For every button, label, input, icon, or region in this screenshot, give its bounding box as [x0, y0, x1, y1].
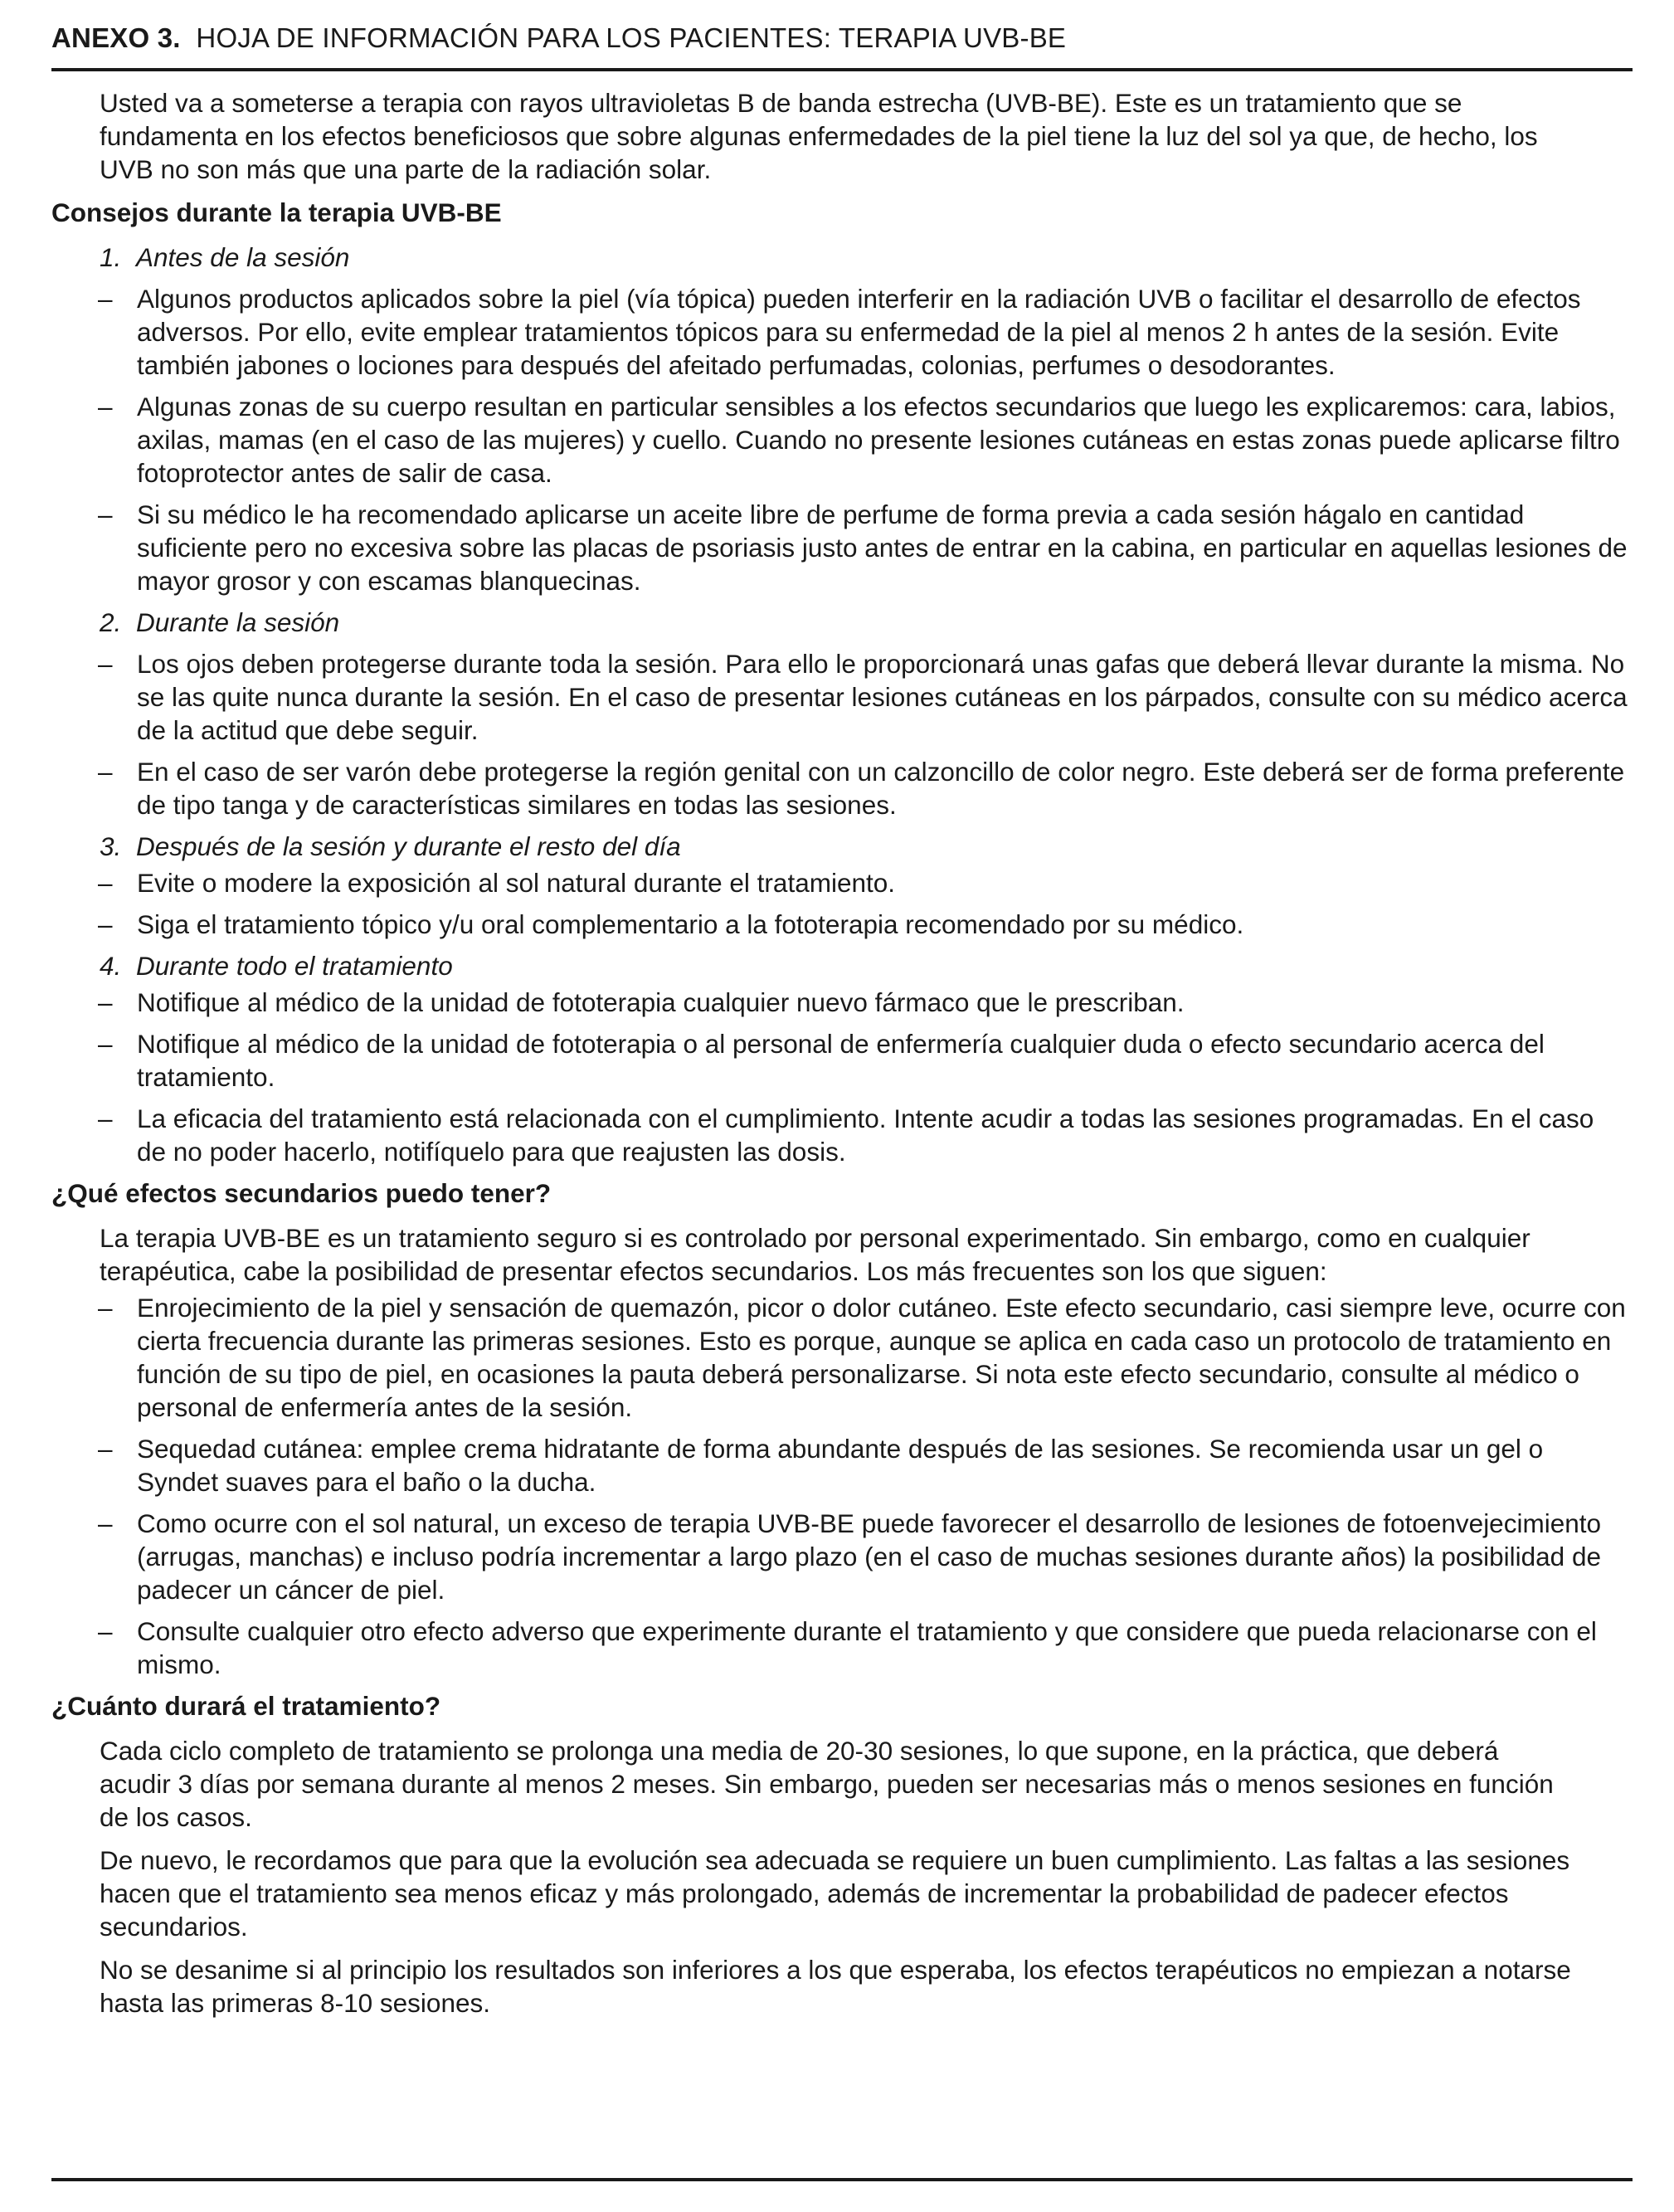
section-heading-efectos: ¿Qué efectos secundarios puedo tener? [51, 1178, 552, 1208]
list-despues [51, 866, 1633, 941]
subheading-antes: 1. Antes de la sesión [100, 242, 350, 272]
list-item: – La eficacia del tratamiento está relacionada con el cumplimiento. Intente acudir a todas las sesiones programadas. En el caso de no poder hacerlo, notifíquelo para que reajusten las dosis. [51, 1102, 1630, 1168]
section-heading-consejos: Consejos durante la terapia UVB-BE [51, 197, 502, 227]
list-item: – Notifique al médico de la unidad de fototerapia o al personal de enfermería cualquier duda o efecto secundario acerca del tratamiento. [51, 1027, 1630, 1094]
list-durante [51, 647, 1633, 821]
list-item: – Los ojos deben protegerse durante toda la sesión. Para ello le proporcionará unas gafas que deberá llevar durante la misma. No se las quite nunca durante la sesión. En el caso de presentar lesiones cutáneas en los párpados, consulte con su médico acerca de la actitud que debe seguir. [51, 647, 1630, 747]
list-efectos [51, 1291, 1633, 1681]
list-item: – Siga el tratamiento tópico y/u oral complementario a la fototerapia recomendado por su médico. [51, 908, 1630, 941]
list-item: – Si su médico le ha recomendado aplicarse un aceite libre de perfume de forma previa a cada sesión hágalo en cantidad suficiente pero no excesiva sobre las placas de psoriasis justo antes de entrar en la cabina, en particular en aquellas lesiones de mayor grosor y con escamas blanquecinas. [51, 498, 1630, 597]
section-heading-duracion: ¿Cuánto durará el tratamiento? [51, 1691, 441, 1721]
intro-paragraph: Usted va a someterse a terapia con rayos ultravioletas B de banda estrecha (UVB-BE). Este es un tratamiento que se fundamenta en los efectos beneficiosos que sobre algunas enfermedades de la piel tiene la luz del sol ya que, de hecho, los UVB no son más que una parte de la radiación solar. [100, 88, 1538, 184]
list-item: – Algunos productos aplicados sobre la piel (vía tópica) pueden interferir en la radiación UVB o facilitar el desarrollo de efectos adversos. Por ello, evite emplear tratamientos tópicos para su enfermedad de la piel al menos 2 h antes de la sesión. Evite también jabones o lociones para después del afeitado perfumadas, colonias, perfumes o desodorantes. [51, 282, 1630, 382]
list-item: – Enrojecimiento de la piel y sensación de quemazón, picor o dolor cutáneo. Este efecto secundario, casi siempre leve, ocurre con cierta frecuencia durante las primeras sesiones. Esto es porque, aunque se aplica en cada caso un protocolo de tratamiento en función de su tipo de piel, en ocasiones la pauta deberá personalizarse. Si nota este efecto secundario, consulte al médico o personal de enfermería antes de la sesión. [51, 1291, 1630, 1424]
list-item: – Como ocurre con el sol natural, un exceso de terapia UVB-BE puede favorecer el desarrollo de lesiones de fotoenvejecimiento (arrugas, manchas) e incluso podría incrementar a largo plazo (en el caso de muchas sesiones durante años) la posibilidad de padecer un cáncer de piel. [51, 1507, 1630, 1606]
list-item: – En el caso de ser varón debe protegerse la región genital con un calzoncillo de color negro. Este deberá ser de forma preferente de tipo tanga y de características similares en todas las sesiones. [51, 755, 1630, 821]
page-title [51, 20, 1633, 56]
list-item: – Sequedad cutánea: emplee crema hidratante de forma abundante después de las sesiones. Se recomienda usar un gel o Syndet suaves para el baño o la ducha. [51, 1432, 1630, 1498]
list-item: – Consulte cualquier otro efecto adverso que experimente durante el tratamiento y que considere que pueda relacionarse con el mismo. [51, 1615, 1630, 1681]
top-rule [51, 68, 1633, 71]
annex-title: HOJA DE INFORMACIÓN PARA LOS PACIENTES: TERAPIA UVB-BE [196, 22, 1067, 53]
list-item: – Evite o modere la exposición al sol natural durante el tratamiento. [51, 866, 1630, 899]
list-item: – Algunas zonas de su cuerpo resultan en particular sensibles a los efectos secundarios que luego les explicaremos: cara, labios, axilas, mamas (en el caso de las mujeres) y cuello. Cuando no presente lesiones cutáneas en estas zonas puede aplicarse filtro fotoprotector antes de salir de casa. [51, 390, 1630, 490]
duracion-paragraph: De nuevo, le recordamos que para que la evolución sea adecuada se requiere un buen cumplimiento. Las faltas a las sesiones hacen que el tratamiento sea menos eficaz y más prolongado, además de incrementar la probabilidad de padecer efectos secundarios. [100, 1845, 1570, 1942]
document-body [51, 86, 1633, 2029]
subheading-todo: 4. Durante todo el tratamiento [100, 951, 453, 981]
efectos-intro: La terapia UVB-BE es un tratamiento seguro si es controlado por personal experimentado. Sin embargo, como en cualquier terapéutica, cabe la posibilidad de presentar efectos secundarios. Los más frecuentes son los que siguen: [100, 1223, 1530, 1286]
list-item: – Notifique al médico de la unidad de fototerapia cualquier nuevo fármaco que le prescriban. [51, 986, 1630, 1019]
bottom-rule [51, 2178, 1633, 2181]
list-todo [51, 986, 1633, 1168]
duracion-paragraph: Cada ciclo completo de tratamiento se prolonga una media de 20-30 sesiones, lo que supone, en la práctica, que deberá acudir 3 días por semana durante al menos 2 meses. Sin embargo, pueden ser necesarias más o menos sesiones en función de los casos. [100, 1736, 1554, 1832]
annex-label: ANEXO 3. [51, 22, 181, 53]
subheading-durante: 2. Durante la sesión [100, 607, 340, 637]
subheading-despues: 3. Después de la sesión y durante el resto del día [100, 831, 681, 861]
list-antes [51, 282, 1633, 597]
duracion-paragraph: No se desanime si al principio los resultados son inferiores a los que esperaba, los efectos terapéuticos no empiezan a notarse hasta las primeras 8-10 sesiones. [100, 1955, 1571, 2018]
